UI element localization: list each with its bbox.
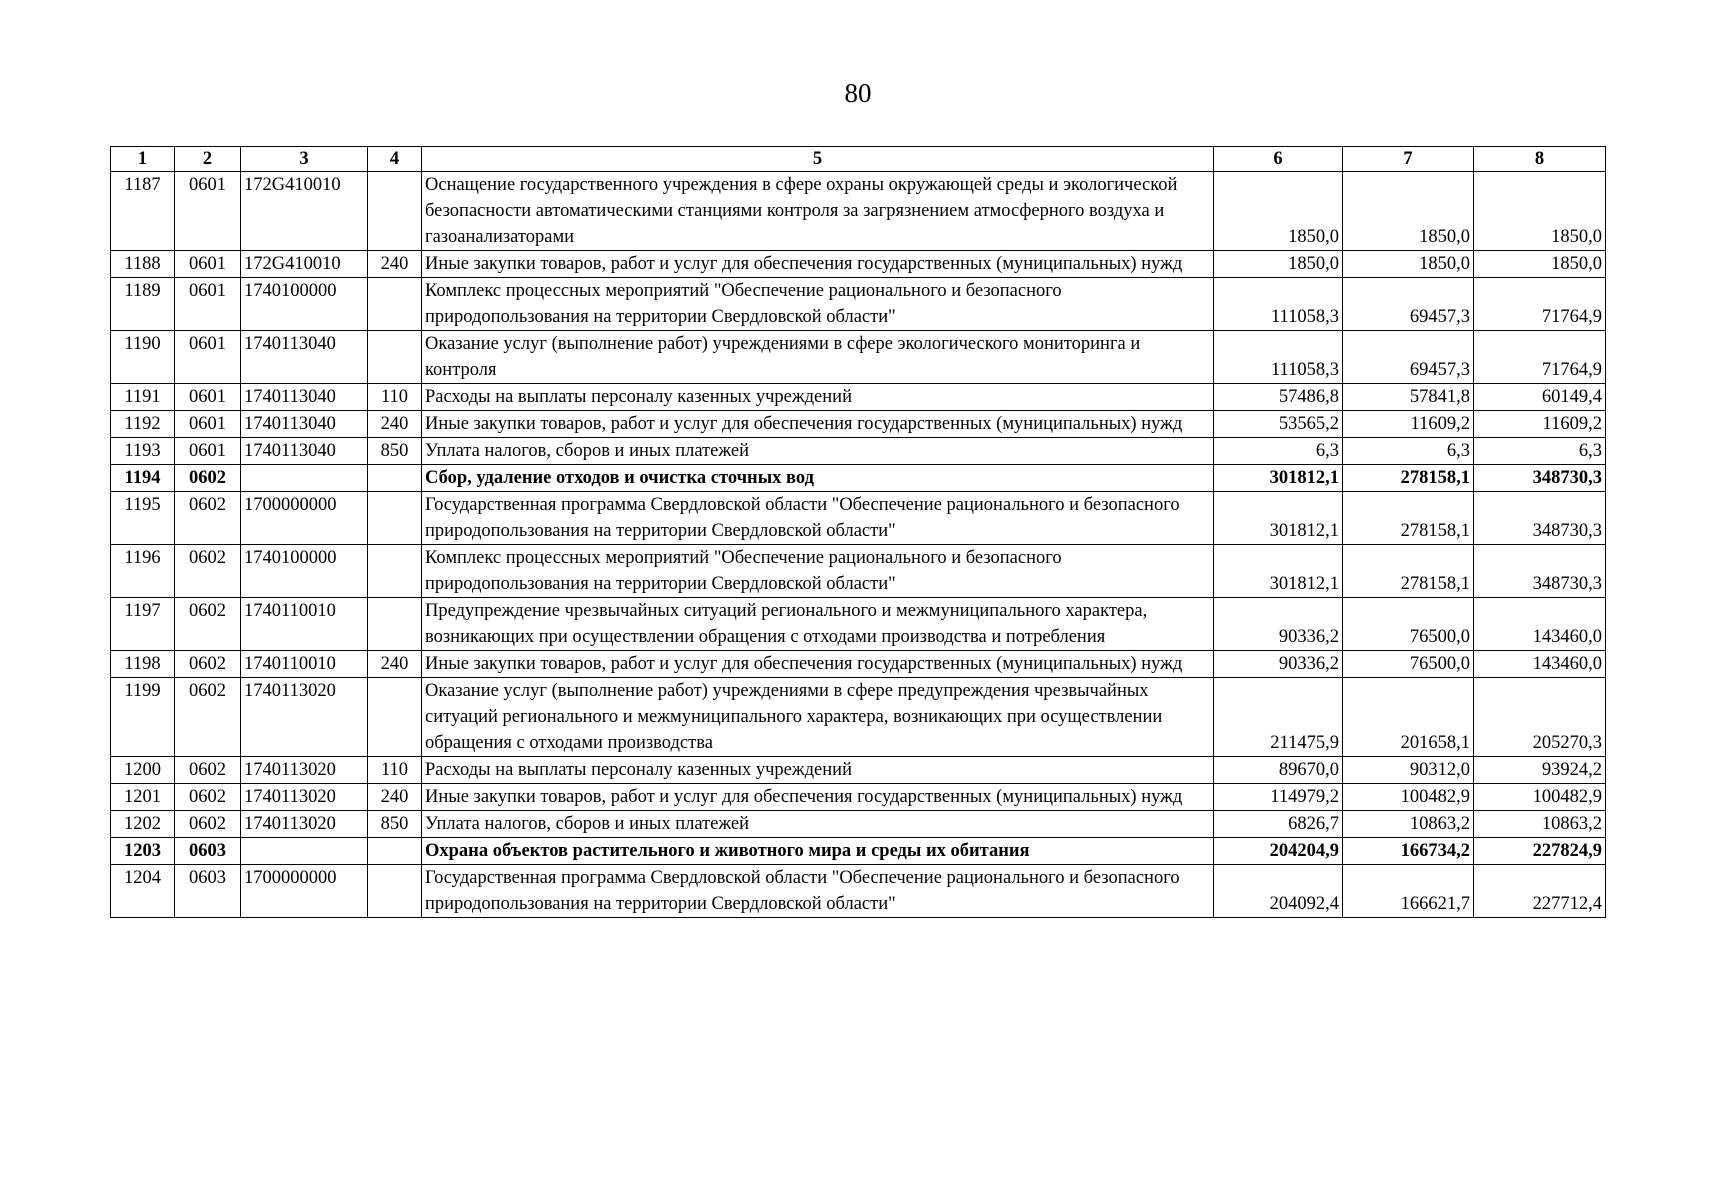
expense-type-cell — [368, 545, 422, 598]
amount-year2-cell: 69457,3 — [1343, 331, 1474, 384]
amount-year3-cell: 227712,4 — [1474, 865, 1606, 918]
target-code-cell: 1740100000 — [241, 545, 368, 598]
table-row — [111, 811, 1606, 838]
amount-year1-cell: 301812,1 — [1214, 545, 1343, 598]
target-code-cell: 1740113040 — [241, 411, 368, 438]
amount-year3-cell: 11609,2 — [1474, 411, 1606, 438]
table-row — [111, 545, 1606, 598]
header-cell: 4 — [368, 147, 422, 172]
row-number-cell: 1191 — [111, 384, 175, 411]
header-cell: 2 — [175, 147, 241, 172]
section-code-cell: 0603 — [175, 838, 241, 865]
section-code-cell: 0603 — [175, 865, 241, 918]
item-name-cell: Иные закупки товаров, работ и услуг для обеспечения государственных (муниципальных) нужд — [422, 784, 1214, 811]
table-row — [111, 278, 1606, 331]
target-code-cell: 1740113040 — [241, 384, 368, 411]
section-code-cell: 0601 — [175, 384, 241, 411]
amount-year1-cell: 211475,9 — [1214, 678, 1343, 757]
row-number-cell: 1194 — [111, 465, 175, 492]
section-code-cell: 0602 — [175, 678, 241, 757]
amount-year2-cell: 278158,1 — [1343, 465, 1474, 492]
row-number-cell: 1188 — [111, 251, 175, 278]
section-code-cell: 0601 — [175, 331, 241, 384]
table-row — [111, 331, 1606, 384]
amount-year2-cell: 166734,2 — [1343, 838, 1474, 865]
amount-year3-cell: 6,3 — [1474, 438, 1606, 465]
target-code-cell: 172G410010 — [241, 251, 368, 278]
page-number: 80 — [844, 78, 872, 108]
expense-type-cell — [368, 838, 422, 865]
target-code-cell: 1700000000 — [241, 865, 368, 918]
row-number-cell: 1203 — [111, 838, 175, 865]
header-cell: 5 — [422, 147, 1214, 172]
amount-year1-cell: 204092,4 — [1214, 865, 1343, 918]
amount-year2-cell: 76500,0 — [1343, 598, 1474, 651]
expense-type-cell — [368, 172, 422, 251]
amount-year3-cell: 1850,0 — [1474, 251, 1606, 278]
amount-year1-cell: 1850,0 — [1214, 172, 1343, 251]
table-row — [111, 678, 1606, 757]
table-body — [111, 172, 1606, 918]
item-name-cell: Оказание услуг (выполнение работ) учреждениями в сфере экологического мониторинга и контроля — [422, 331, 1214, 384]
target-code-cell: 1740110010 — [241, 598, 368, 651]
row-number-cell: 1190 — [111, 331, 175, 384]
row-number-cell: 1193 — [111, 438, 175, 465]
amount-year2-cell: 10863,2 — [1343, 811, 1474, 838]
expense-type-cell — [368, 598, 422, 651]
item-name-cell: Расходы на выплаты персоналу казенных учреждений — [422, 384, 1214, 411]
amount-year2-cell: 278158,1 — [1343, 492, 1474, 545]
row-number-cell: 1189 — [111, 278, 175, 331]
item-name-cell: Оказание услуг (выполнение работ) учреждениями в сфере предупреждения чрезвычайных ситуаций регионального и межмуниципального характера, возникающих при осуществлении обращения с отходами производства — [422, 678, 1214, 757]
header-cell: 8 — [1474, 147, 1606, 172]
amount-year1-cell: 90336,2 — [1214, 598, 1343, 651]
amount-year2-cell: 90312,0 — [1343, 757, 1474, 784]
row-number-cell: 1199 — [111, 678, 175, 757]
target-code-cell: 172G410010 — [241, 172, 368, 251]
section-code-cell: 0602 — [175, 757, 241, 784]
item-name-cell: Расходы на выплаты персоналу казенных учреждений — [422, 757, 1214, 784]
table-row — [111, 757, 1606, 784]
amount-year3-cell: 1850,0 — [1474, 172, 1606, 251]
item-name-cell: Комплекс процессных мероприятий "Обеспечение рационального и безопасного природопользования на территории Свердловской области" — [422, 545, 1214, 598]
expense-type-cell — [368, 465, 422, 492]
amount-year3-cell: 348730,3 — [1474, 492, 1606, 545]
item-name-cell: Государственная программа Свердловской области "Обеспечение рационального и безопасного природопользования на территории Свердловской области" — [422, 492, 1214, 545]
item-name-cell: Уплата налогов, сборов и иных платежей — [422, 438, 1214, 465]
table-row — [111, 598, 1606, 651]
item-name-cell: Иные закупки товаров, работ и услуг для обеспечения государственных (муниципальных) нужд — [422, 411, 1214, 438]
header-cell: 1 — [111, 147, 175, 172]
amount-year3-cell: 93924,2 — [1474, 757, 1606, 784]
target-code-cell: 1740100000 — [241, 278, 368, 331]
section-code-cell: 0602 — [175, 651, 241, 678]
amount-year2-cell: 166621,7 — [1343, 865, 1474, 918]
amount-year2-cell: 100482,9 — [1343, 784, 1474, 811]
amount-year3-cell: 60149,4 — [1474, 384, 1606, 411]
target-code-cell: 1740113040 — [241, 331, 368, 384]
header-cell: 3 — [241, 147, 368, 172]
target-code-cell: 1740113020 — [241, 678, 368, 757]
item-name-cell: Иные закупки товаров, работ и услуг для обеспечения государственных (муниципальных) нужд — [422, 251, 1214, 278]
row-number-cell: 1201 — [111, 784, 175, 811]
table-row — [111, 411, 1606, 438]
amount-year2-cell: 11609,2 — [1343, 411, 1474, 438]
table-row — [111, 438, 1606, 465]
row-number-cell: 1197 — [111, 598, 175, 651]
header-cell: 7 — [1343, 147, 1474, 172]
amount-year1-cell: 90336,2 — [1214, 651, 1343, 678]
target-code-cell: 1740113040 — [241, 438, 368, 465]
section-code-cell: 0602 — [175, 545, 241, 598]
section-code-cell: 0602 — [175, 811, 241, 838]
amount-year1-cell: 6826,7 — [1214, 811, 1343, 838]
amount-year2-cell: 1850,0 — [1343, 172, 1474, 251]
amount-year1-cell: 204204,9 — [1214, 838, 1343, 865]
section-code-cell: 0601 — [175, 172, 241, 251]
amount-year1-cell: 53565,2 — [1214, 411, 1343, 438]
amount-year1-cell: 114979,2 — [1214, 784, 1343, 811]
expense-type-cell: 110 — [368, 384, 422, 411]
amount-year3-cell: 71764,9 — [1474, 331, 1606, 384]
section-code-cell: 0602 — [175, 492, 241, 545]
amount-year1-cell: 301812,1 — [1214, 465, 1343, 492]
table-row — [111, 651, 1606, 678]
amount-year2-cell: 6,3 — [1343, 438, 1474, 465]
target-code-cell: 1740113020 — [241, 784, 368, 811]
expense-type-cell — [368, 678, 422, 757]
item-name-cell: Уплата налогов, сборов и иных платежей — [422, 811, 1214, 838]
expense-type-cell — [368, 278, 422, 331]
row-number-cell: 1198 — [111, 651, 175, 678]
amount-year1-cell: 301812,1 — [1214, 492, 1343, 545]
amount-year2-cell: 201658,1 — [1343, 678, 1474, 757]
amount-year1-cell: 111058,3 — [1214, 331, 1343, 384]
amount-year3-cell: 143460,0 — [1474, 651, 1606, 678]
amount-year1-cell: 111058,3 — [1214, 278, 1343, 331]
table-row — [111, 251, 1606, 278]
row-number-cell: 1202 — [111, 811, 175, 838]
target-code-cell: 1740113020 — [241, 757, 368, 784]
amount-year1-cell: 1850,0 — [1214, 251, 1343, 278]
item-name-cell: Охрана объектов растительного и животного мира и среды их обитания — [422, 838, 1214, 865]
expense-type-cell — [368, 865, 422, 918]
expense-type-cell: 850 — [368, 811, 422, 838]
table-row — [111, 784, 1606, 811]
table-row — [111, 865, 1606, 918]
amount-year3-cell: 227824,9 — [1474, 838, 1606, 865]
row-number-cell: 1200 — [111, 757, 175, 784]
amount-year1-cell: 57486,8 — [1214, 384, 1343, 411]
item-name-cell: Иные закупки товаров, работ и услуг для обеспечения государственных (муниципальных) нужд — [422, 651, 1214, 678]
target-code-cell: 1740113020 — [241, 811, 368, 838]
section-code-cell: 0602 — [175, 598, 241, 651]
amount-year1-cell: 6,3 — [1214, 438, 1343, 465]
item-name-cell: Оснащение государственного учреждения в сфере охраны окружающей среды и экологической безопасности автоматическими станциями контроля за загрязнением атмосферного воздуха и газоанализаторами — [422, 172, 1214, 251]
table-row — [111, 172, 1606, 251]
budget-table — [110, 146, 1606, 918]
expense-type-cell: 110 — [368, 757, 422, 784]
amount-year3-cell: 205270,3 — [1474, 678, 1606, 757]
section-code-cell: 0602 — [175, 465, 241, 492]
section-code-cell: 0601 — [175, 251, 241, 278]
section-code-cell: 0601 — [175, 438, 241, 465]
target-code-cell — [241, 465, 368, 492]
target-code-cell: 1700000000 — [241, 492, 368, 545]
expense-type-cell: 240 — [368, 411, 422, 438]
row-number-cell: 1196 — [111, 545, 175, 598]
row-number-cell: 1192 — [111, 411, 175, 438]
amount-year2-cell: 278158,1 — [1343, 545, 1474, 598]
item-name-cell: Сбор, удаление отходов и очистка сточных вод — [422, 465, 1214, 492]
row-number-cell: 1195 — [111, 492, 175, 545]
amount-year3-cell: 348730,3 — [1474, 465, 1606, 492]
expense-type-cell — [368, 492, 422, 545]
amount-year3-cell: 10863,2 — [1474, 811, 1606, 838]
amount-year2-cell: 76500,0 — [1343, 651, 1474, 678]
expense-type-cell: 240 — [368, 651, 422, 678]
section-code-cell: 0601 — [175, 278, 241, 331]
expense-type-cell: 240 — [368, 784, 422, 811]
amount-year3-cell: 348730,3 — [1474, 545, 1606, 598]
expense-type-cell — [368, 331, 422, 384]
header-row — [111, 147, 1606, 172]
amount-year3-cell: 143460,0 — [1474, 598, 1606, 651]
expense-type-cell: 240 — [368, 251, 422, 278]
item-name-cell: Государственная программа Свердловской области "Обеспечение рационального и безопасного природопользования на территории Свердловской области" — [422, 865, 1214, 918]
row-number-cell: 1187 — [111, 172, 175, 251]
item-name-cell: Комплекс процессных мероприятий "Обеспечение рационального и безопасного природопользования на территории Свердловской области" — [422, 278, 1214, 331]
table-row — [111, 384, 1606, 411]
amount-year3-cell: 100482,9 — [1474, 784, 1606, 811]
amount-year3-cell: 71764,9 — [1474, 278, 1606, 331]
amount-year2-cell: 69457,3 — [1343, 278, 1474, 331]
amount-year1-cell: 89670,0 — [1214, 757, 1343, 784]
table-row — [111, 465, 1606, 492]
table-row — [111, 838, 1606, 865]
header-cell: 6 — [1214, 147, 1343, 172]
item-name-cell: Предупреждение чрезвычайных ситуаций регионального и межмуниципального характера, возникающих при осуществлении обращения с отходами производства и потребления — [422, 598, 1214, 651]
target-code-cell — [241, 838, 368, 865]
row-number-cell: 1204 — [111, 865, 175, 918]
expense-type-cell: 850 — [368, 438, 422, 465]
section-code-cell: 0601 — [175, 411, 241, 438]
target-code-cell: 1740110010 — [241, 651, 368, 678]
table-row — [111, 492, 1606, 545]
section-code-cell: 0602 — [175, 784, 241, 811]
amount-year2-cell: 57841,8 — [1343, 384, 1474, 411]
amount-year2-cell: 1850,0 — [1343, 251, 1474, 278]
